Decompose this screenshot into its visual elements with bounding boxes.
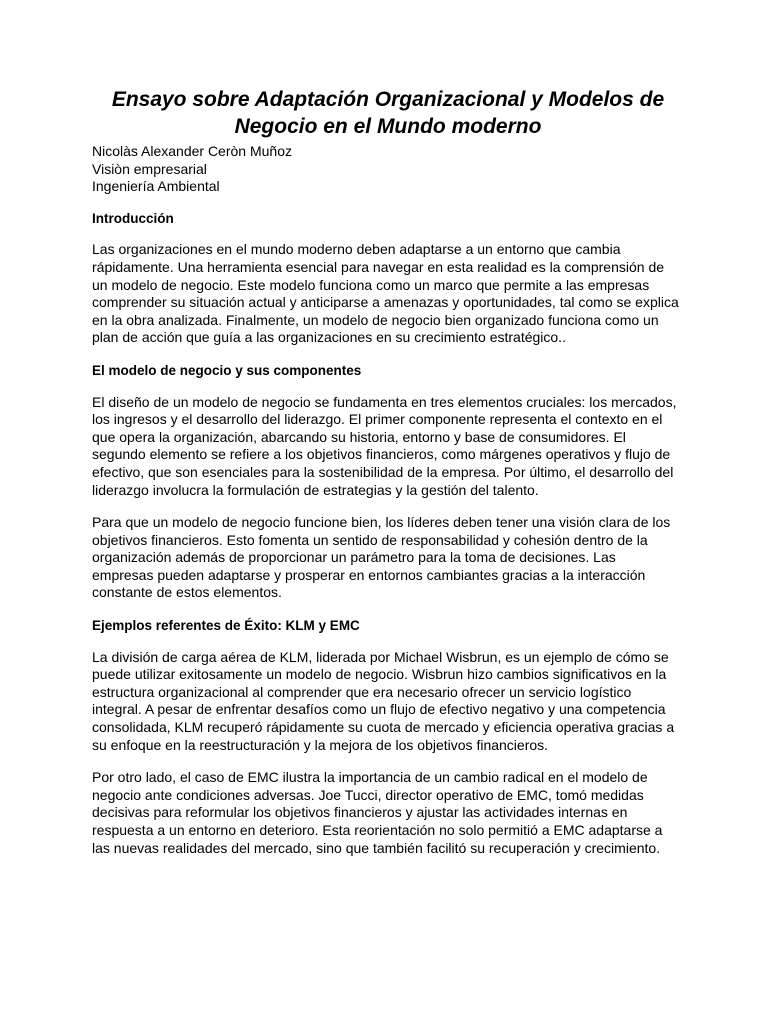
author-name: Nicolàs Alexander Ceròn Muñoz [92, 143, 292, 159]
document-page [92, 86, 680, 872]
examples-paragraph-emc: Por otro lado, el caso de EMC ilustra la importancia de un cambio radical en el modelo de negocio ante condiciones adversas. Joe Tucci, director operativo de EMC, tomó medidas decisivas para reformular los objetivos financieros y ajustar las actividades internas en respuesta a un entorno en deterioro. Esta reorientación no solo permitió a EMC adaptarse a las nuevas realidades del mercado, sino que también facilitó su recuperación y crecimiento. [92, 769, 663, 856]
program-name: Ingeniería Ambiental [92, 178, 220, 195]
document-title: Ensayo sobre Adaptación Organizacional y Modelos de Negocio en el Mundo moderno [111, 88, 665, 138]
section-heading-intro: Introducción [92, 210, 174, 226]
author-info [92, 143, 680, 196]
model-paragraph-1: El diseño de un modelo de negocio se fundamenta en tres elementos cruciales: los mercados, los ingresos y el desarrollo del liderazgo. El primer componente representa el contexto en el que opera la organización, abarcando su historia, entorno y base de consumidores. El segundo elemento se refiere a los objetivos financieros, como márgenes operativos y flujo de efectivo, que son esenciales para la sostenibilidad de la empresa. Por último, el desarrollo del liderazgo involucra la formulación de estrategias y la gestión del talento. [92, 393, 677, 498]
model-paragraph-2: Para que un modelo de negocio funcione bien, los líderes deben tener una visión clara de los objetivos financieros. Esto fomenta un sentido de responsabilidad y cohesión dentro de la organización además de proporcionar un parámetro para la toma de decisiones. Las empresas pueden adaptarse y prosperar en entornos cambiantes gracias a la interacción constante de estos elementos. [92, 514, 671, 601]
examples-paragraph-klm: La división de carga aérea de KLM, liderada por Michael Wisbrun, es un ejemplo de cómo se puede utilizar exitosamente un modelo de negocio. Wisbrun hizo cambios significativos en la estructura organizacional al comprender que era necesario ofrecer un servicio logístico integral. A pesar de enfrentar desafíos como un flujo de efectivo negativo y una competencia consolidada, KLM recuperó rápidamente su cuota de mercado y eficiencia operativa gracias a su enfoque en la reestructuración y la mejora de los objetivos financieros. [92, 648, 675, 753]
course-name: Visiòn empresarial [92, 160, 207, 177]
section-heading-examples: Ejemplos referentes de Éxito: KLM y EMC [92, 618, 360, 634]
intro-paragraph: Las organizaciones en el mundo moderno deben adaptarse a un entorno que cambia rápidamente. Una herramienta esencial para navegar en esta realidad es la comprensión de un modelo de negocio. Este modelo funciona como un marco que permite a las empresas comprender su situación actual y anticiparse a amenazas y oportunidades, tal como se explica en la obra analizada. Finalmente, un modelo de negocio bien organizado funciona como un plan de acción que guía a las organizaciones en su crecimiento estratégico.. [92, 241, 679, 346]
section-heading-model: El modelo de negocio y sus componentes [92, 362, 362, 378]
